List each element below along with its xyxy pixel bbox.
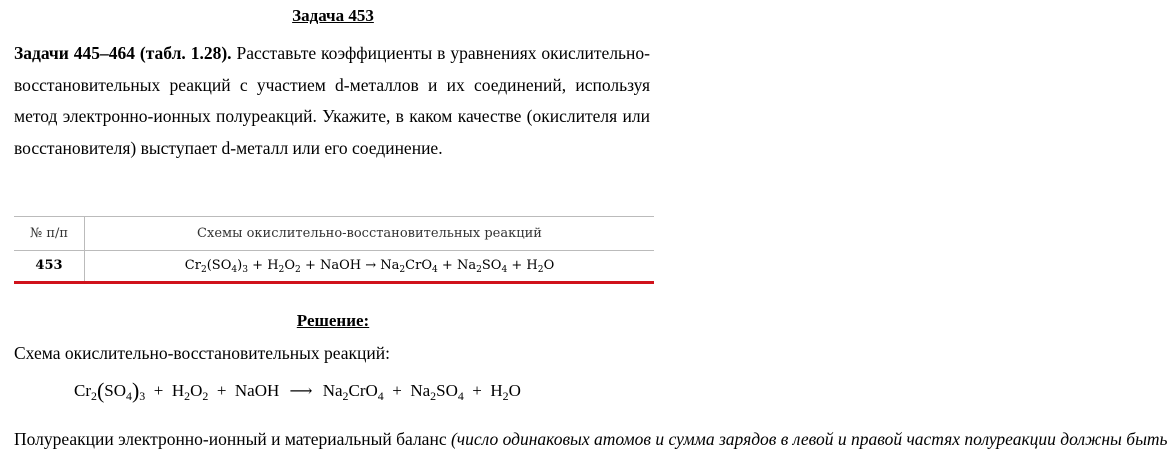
half-reaction-label: Полуреакции электронно-ионный и материальный баланс	[14, 429, 451, 449]
task-range-label: Задачи 445–464 (табл. 1.28).	[14, 43, 232, 63]
table-header-row	[14, 216, 654, 251]
header-number: № п/п	[29, 226, 69, 241]
reaction-equation: $Cr_2(SO_4)_3 + H_2O_2$ + NaOH ⟶ $Na_2CrO_4 + Na_2SO_4 + H_2O$	[74, 378, 521, 404]
half-reaction-text	[14, 424, 1168, 455]
row-number: 453	[35, 258, 63, 273]
task-title: Задача 453	[292, 6, 374, 25]
task-description	[14, 38, 650, 164]
header-scheme: Схемы окислительно-восстановительных реакций	[197, 226, 542, 241]
half-reaction-note: (число одинаковых атомов и сумма зарядов в левой и правой частях полуреакции должны быть	[450, 429, 1168, 449]
reaction-scheme: $Cr_2(SO_4)_3 + H_2O_2$ + NaOH → $Na_2CrO_4 + Na_2SO_4 + H_2O$	[184, 258, 555, 276]
reaction-table	[14, 216, 654, 284]
table-divider	[84, 216, 85, 281]
task-instructions: Расставьте коэффициенты в уравнениях окислительно-восстановительных реакций с участием d-металлов и их соединений, используя метод электронно-ионных полуреакций. Укажите, в каком качестве (окислителя или восстановителя) выступает d-металл или его соединение.	[14, 43, 650, 158]
reaction-arrow-icon: ⟶	[289, 383, 313, 400]
table-row	[14, 250, 654, 284]
solution-intro: Схема окислительно-восстановительных реакций:	[14, 343, 390, 363]
solution-title: Решение:	[296, 311, 370, 330]
